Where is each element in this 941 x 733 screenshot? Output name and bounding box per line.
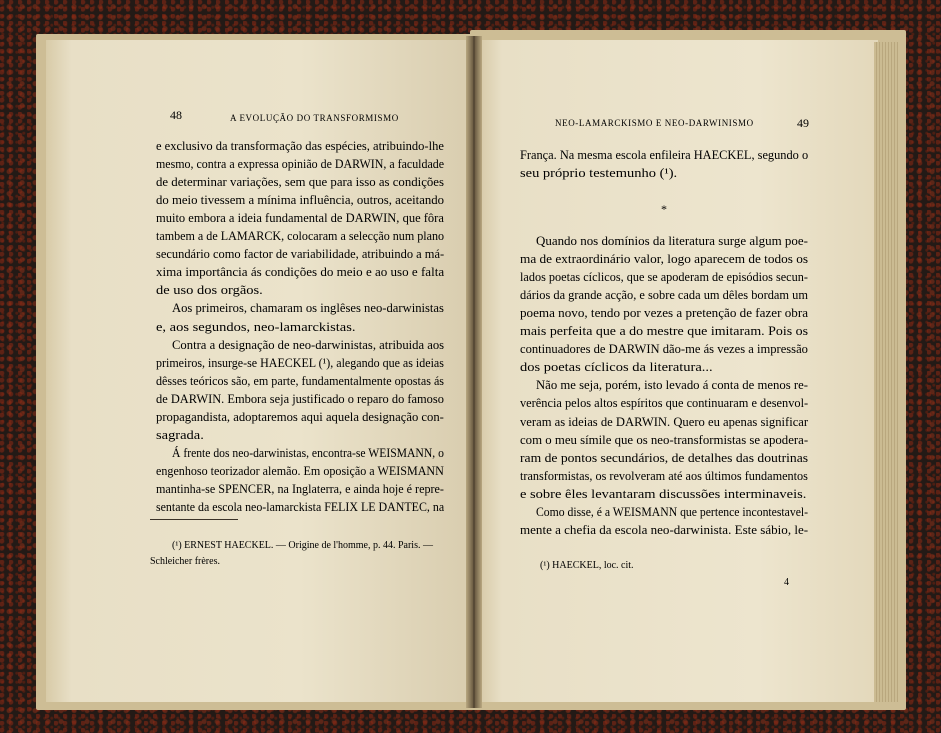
left-footnote-line-2: Schleicher frères.: [150, 556, 220, 567]
right-running-head: NEO-LAMARCKISMO E NEO-DARWINISMO: [555, 118, 754, 128]
left-body-line: engenhoso teorizador alemão. Em oposição a WEISMANN: [156, 463, 444, 478]
right-body-line: Quando nos domínios da literatura surge algum poe-: [536, 234, 808, 248]
right-body-line: continuadores de DARWIN dão-me ás vezes a impressão: [520, 342, 808, 357]
right-body-line: poema novo, tendo por vezes a pretenção de fazer obra: [520, 306, 809, 321]
right-body-line: e sobre êles levantaram discussões interminaveis.: [520, 486, 807, 501]
page-edges: [874, 42, 898, 702]
left-body-line: secundário como factor de variabilidade, atribuindo a má-: [156, 247, 445, 262]
left-body-line: de uso dos orgãos.: [156, 283, 263, 298]
right-body-line: ram de pontos secundários, de detalhes das doutrinas: [520, 450, 809, 465]
left-body-line: sagrada.: [156, 427, 204, 442]
left-body-line: dêsses teóricos são, em parte, fundamentalmente opostas ás: [156, 373, 445, 388]
left-page-number: 48: [170, 108, 182, 122]
right-body-line: verência pelos altos espíritos que continuaram e desenvol-: [520, 396, 809, 411]
right-body-line: ma de extraordinário valor, logo aparecem de todos os: [520, 252, 809, 267]
left-body-line: mesmo, contra a expressa opinião de DARWIN, a faculdade: [156, 157, 445, 172]
right-body-top-line: França. Na mesma escola enfileira HAECKEL, segundo o: [520, 148, 809, 162]
left-body-line: Á frente dos neo-darwinistas, encontra-se WEISMANN, o: [172, 445, 444, 460]
left-body-line: e, aos segundos, neo-lamarckistas.: [156, 319, 356, 334]
left-body-line: do meio tivessem a mínima influência, outros, aceitando: [156, 193, 445, 208]
left-body-line: primeiros, insurge-se HAECKEL (¹), alegando que as ideias: [156, 355, 444, 370]
left-footnote-line-1: (¹) ERNEST HAECKEL. — Origine de l'homme, p. 44. Paris. —: [172, 540, 433, 551]
right-body-line: Como disse, é a WEISMANN que pertence incontestavel-: [536, 504, 809, 519]
right-body-top-line: seu próprio testemunho (¹).: [520, 166, 678, 181]
left-body-line: de DARWIN. Embora seja justificado o reparo do famoso: [156, 391, 444, 406]
footnote-rule: [150, 519, 238, 520]
right-body-line: dos poetas cíclicos da literatura...: [520, 360, 713, 375]
book-gutter: [466, 36, 482, 708]
left-body-line: sentante da escola neo-lamarckista FELIX LE DANTEC, na: [156, 500, 445, 514]
left-body-line: mantinha-se SPENCER, na Inglaterra, e ainda hoje é repre-: [156, 481, 444, 496]
right-body-line: Não me seja, porém, isto levado á conta de menos re-: [536, 378, 808, 393]
left-body-line: propagandista, adoptaremos aqui aquela designação con-: [156, 409, 444, 424]
left-running-head: A EVOLUÇÃO DO TRANSFORMISMO: [230, 113, 399, 123]
left-body-line: e exclusivo da transformação das espécies, atribuindo-lhe: [156, 139, 444, 153]
right-body-line: mente a chefia da escola neo-darwinista. Este sábio, le-: [520, 522, 809, 537]
right-body-line: lados poetas cíclicos, que se apoderam de episódios secun-: [520, 270, 808, 285]
left-body-line: xima importância ás condições do meio e ao uso e falta: [156, 265, 445, 280]
right-body-line: transformistas, os revolveram até aos últimos fundamentos: [520, 468, 808, 483]
left-body-line: de determinar variações, sem que para isso as condições: [156, 175, 444, 190]
right-body-line: dários da grande acção, e sobre cada um dêles bordam um: [520, 288, 809, 303]
right-body-line: mais perfeita que a do mestre que imitaram. Pois os: [520, 324, 809, 339]
left-body-line: Contra a designação de neo-darwinistas, atribuida aos: [172, 337, 445, 352]
right-body-line: com o meu símile que os neo-transformistas se apodera-: [520, 432, 809, 447]
left-body-line: muito embora a ideia fundamental de DARWIN, que fôra: [156, 211, 444, 226]
section-asterism: *: [661, 202, 667, 216]
right-footnote: (¹) HAECKEL, loc. cit.: [540, 560, 634, 571]
right-body-line: veram as ideias de DARWIN. Quero eu apenas significar: [520, 414, 809, 429]
right-page-number: 49: [797, 116, 809, 130]
signature-mark: 4: [784, 577, 789, 588]
left-body-line: Aos primeiros, chamaram os inglêses neo-darwinistas: [172, 301, 444, 316]
left-body-line: tambem a de LAMARCK, colocaram a selecção num plano: [156, 229, 445, 244]
